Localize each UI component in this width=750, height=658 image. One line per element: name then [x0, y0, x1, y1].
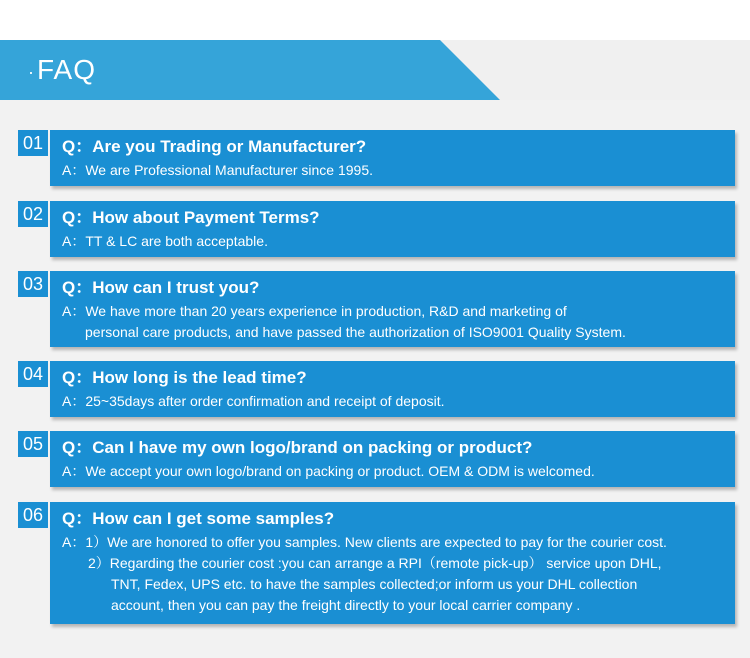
faq-question: Q：Are you Trading or Manufacturer?	[62, 137, 367, 156]
answer-line: TNT, Fedex, UPS etc. to have the samples collected;or inform us your DHL collection	[111, 576, 638, 592]
title-dot: ·	[28, 61, 35, 82]
answer-line: A：We accept your own logo/brand on packing or product. OEM & ODM is welcomed.	[62, 463, 595, 479]
faq-box	[50, 431, 735, 487]
faq-number: 05	[18, 431, 48, 457]
answer-line: A：25~35days after order confirmation and receipt of deposit.	[62, 393, 445, 409]
faq-answer	[62, 461, 723, 482]
faq-question: Q：How long is the lead time?	[62, 368, 307, 387]
faq-question: Q：Can I have my own logo/brand on packing or product?	[62, 438, 533, 457]
faq-number: 04	[18, 361, 48, 387]
faq-box	[50, 271, 735, 347]
answer-line: A：We are Professional Manufacturer since 1995.	[62, 162, 374, 178]
faq-box	[50, 502, 735, 624]
faq-number: 02	[18, 201, 48, 227]
faq-list	[0, 100, 750, 658]
answer-line: A：We have more than 20 years experience in production, R&D and marketing of	[62, 303, 567, 319]
faq-answer	[62, 231, 723, 252]
faq-answer	[62, 160, 723, 181]
title-text: FAQ	[37, 54, 97, 85]
faq-answer	[62, 532, 723, 616]
faq-number: 03	[18, 271, 48, 297]
faq-question: Q：How can I get some samples?	[62, 509, 335, 528]
answer-line: personal care products, and have passed the authorization of ISO9001 Quality System.	[85, 324, 626, 340]
answer-line: account, then you can pay the freight directly to your local carrier company .	[111, 597, 581, 613]
faq-box	[50, 201, 735, 257]
answer-line: 2）Regarding the courier cost :you can arrange a RPI（remote pick-up） service upon DHL,	[88, 555, 662, 571]
faq-number: 01	[18, 130, 48, 156]
faq-question: Q：How can I trust you?	[62, 278, 260, 297]
faq-number: 06	[18, 502, 48, 528]
faq-box	[50, 130, 735, 186]
faq-answer	[62, 301, 723, 343]
page-title	[28, 50, 96, 90]
faq-answer	[62, 391, 723, 412]
faq-box	[50, 361, 735, 417]
answer-line: A：TT & LC are both acceptable.	[62, 233, 268, 249]
faq-question: Q：How about Payment Terms?	[62, 208, 320, 227]
answer-line: A：1）We are honored to offer you samples. New clients are expected to pay for the courier cost.	[62, 534, 667, 550]
